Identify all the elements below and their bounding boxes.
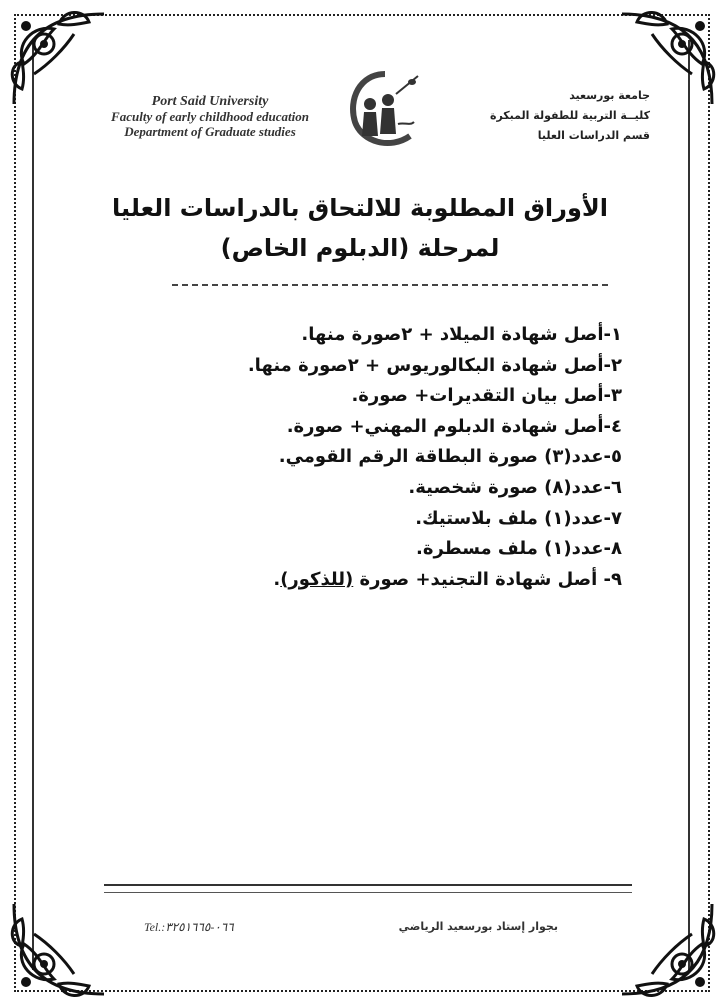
faculty-name-en: Faculty of early childhood education [111,109,309,124]
list-item [102,565,622,596]
corner-ornament-icon [4,894,114,1004]
list-item: ١-أصل شهادة الميلاد + ٢صورة منها. [301,324,622,345]
corner-ornament-icon [4,4,114,114]
list-item-end: . [273,568,281,590]
list-item: ٦-عدد(٨) صورة شخصية. [408,476,622,498]
department-name-ar: قسم الدراسات العليا [537,129,650,142]
title-line-2: لمرحلة (الدبلوم الخاص) [220,234,500,262]
males-only-note: (للذكور) [280,568,354,590]
requirements-list [102,320,622,595]
university-name-ar: جامعة بورسعيد [569,89,650,102]
title-line-1: الأوراق المطلوبة للالتحاق بالدراسات العليا [112,194,608,222]
footer-phone: Tel.:٠٦٦-٣٢٥١٦٦٥ [144,920,234,934]
list-item-text: ٩- أصل شهادة التجنيد+ صورة [353,568,622,590]
list-item: ٤-أصل شهادة الدبلوم المهني+ صورة. [286,415,622,437]
footer-rule [104,884,632,886]
list-item: ٧-عدد(١) ملف بلاستيك. [415,507,622,529]
list-item: ٢-أصل شهادة البكالوريوس + ٢صورة منها. [247,354,622,376]
list-item: ٣-أصل بيان التقديرات+ صورة. [351,385,622,407]
arabic-header [470,86,650,146]
university-name-en: Port Said University [151,94,269,109]
dashed-divider [172,284,608,286]
faculty-logo-icon [340,64,430,154]
list-item: ٨-عدد(١) ملف مسطرة. [416,538,622,560]
english-header [100,94,320,139]
footer-rule-thin [104,892,632,893]
faculty-name-ar: كليــة التربية للطفولة المبكرة [489,109,650,122]
department-name-en: Department of Graduate studies [124,124,296,139]
page-title [100,188,620,268]
footer-address: بجوار إستاد بورسعيد الرياضي [398,920,558,933]
list-item: ٥-عدد(٣) صورة البطاقة الرقم القومي. [278,446,622,468]
corner-ornament-icon [612,894,722,1004]
